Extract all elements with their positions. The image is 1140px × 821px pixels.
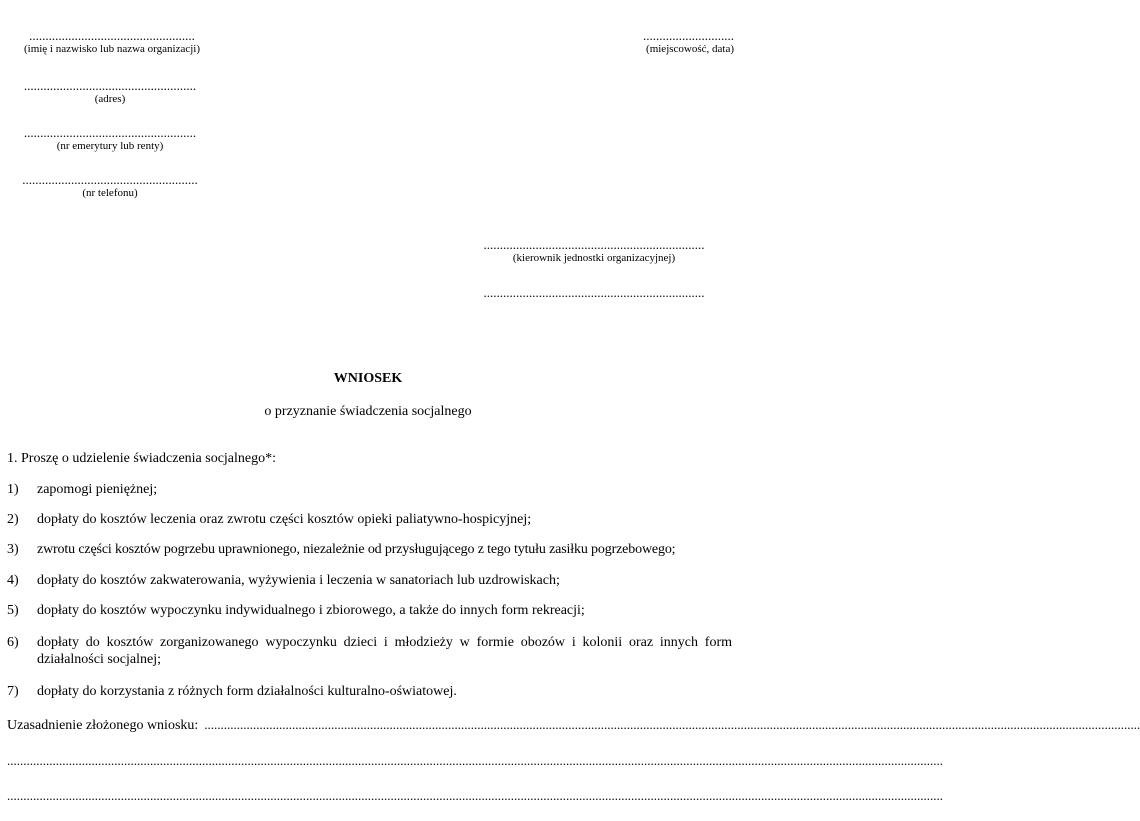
phone-field[interactable]	[7, 173, 213, 200]
item-number: 2)	[7, 512, 19, 527]
item-text: dopłaty do korzystania z różnych form działalności kulturalno-oświatowej.	[37, 684, 457, 699]
place-date-field[interactable]	[628, 29, 734, 56]
place-date-caption: (miejscowość, data)	[646, 43, 734, 55]
pension-number-field[interactable]	[10, 126, 210, 153]
phone-dotted-line: ......................................................	[22, 172, 198, 187]
addressee-field[interactable]	[470, 238, 718, 265]
item-text: dopłaty do kosztów zakwaterowania, wyżywienia i leczenia w sanatoriach lub uzdrowiskach;	[37, 573, 560, 588]
item-text: zapomogi pieniężnej;	[37, 482, 158, 497]
name-dotted-line: ...................................................	[29, 28, 195, 43]
pension-number-dotted-line: .....................................................	[23, 125, 197, 140]
addressee-caption: (kierownik jednostki organizacyjnej)	[512, 252, 676, 264]
item-number: 1)	[7, 482, 19, 497]
document-title: WNIOSEK	[333, 371, 403, 386]
addressee-dotted-line-1: ....................................................................	[483, 237, 705, 252]
item-number: 3)	[7, 542, 19, 557]
phone-caption: (nr telefonu)	[82, 187, 138, 199]
justification-dotted-line: ................................................................................................................................................................................................................................................................................................	[7, 753, 943, 768]
item-text: zwrotu części kosztów pogrzebu uprawnionego, niezależnie od przysługującego z tego tytułu zasiłku pogrzebowego;	[37, 542, 676, 557]
place-date-dotted-line: ............................	[643, 28, 734, 43]
document-subtitle: o przyznanie świadczenia socjalnego	[264, 404, 472, 419]
justification-line-2[interactable]	[7, 753, 943, 769]
item-number: 6)	[7, 635, 19, 650]
justification-field[interactable]	[7, 717, 1140, 734]
request-intro: 1. Proszę o udzielenie świadczenia socjalnego*:	[7, 451, 277, 466]
address-dotted-line: .....................................................	[23, 78, 197, 93]
item-number: 7)	[7, 684, 19, 699]
name-field[interactable]	[12, 29, 212, 56]
justification-dotted-line: ................................................................................................................................................................................................................................................................................................	[7, 788, 943, 803]
name-caption: (imię i nazwisko lub nazwa organizacji)	[23, 43, 201, 55]
item-number: 5)	[7, 603, 19, 618]
addressee-dotted-line-2: ....................................................................	[483, 285, 705, 300]
item-text: dopłaty do kosztów leczenia oraz zwrotu części kosztów opieki paliatywno-hospicyjnej;	[37, 512, 532, 527]
address-field[interactable]	[10, 79, 210, 106]
item-text: dopłaty do kosztów zorganizowanego wypoczynku dzieci i młodzieży w formie obozów i kolonii oraz innych form działalności socjalnej;	[37, 635, 732, 667]
justification-label: Uzasadnienie złożonego wniosku:	[7, 718, 199, 733]
addressee-second-line[interactable]	[470, 286, 718, 300]
item-text: dopłaty do kosztów wypoczynku indywidualnego i zbiorowego, a także do innych form rekreacji;	[37, 603, 585, 618]
pension-number-caption: (nr emerytury lub renty)	[56, 140, 164, 152]
justification-dotted-line: ................................................................................................................................................................................................................................................................................................	[204, 717, 1140, 732]
justification-line-3[interactable]	[7, 788, 943, 804]
address-caption: (adres)	[94, 93, 126, 105]
item-number: 4)	[7, 573, 19, 588]
